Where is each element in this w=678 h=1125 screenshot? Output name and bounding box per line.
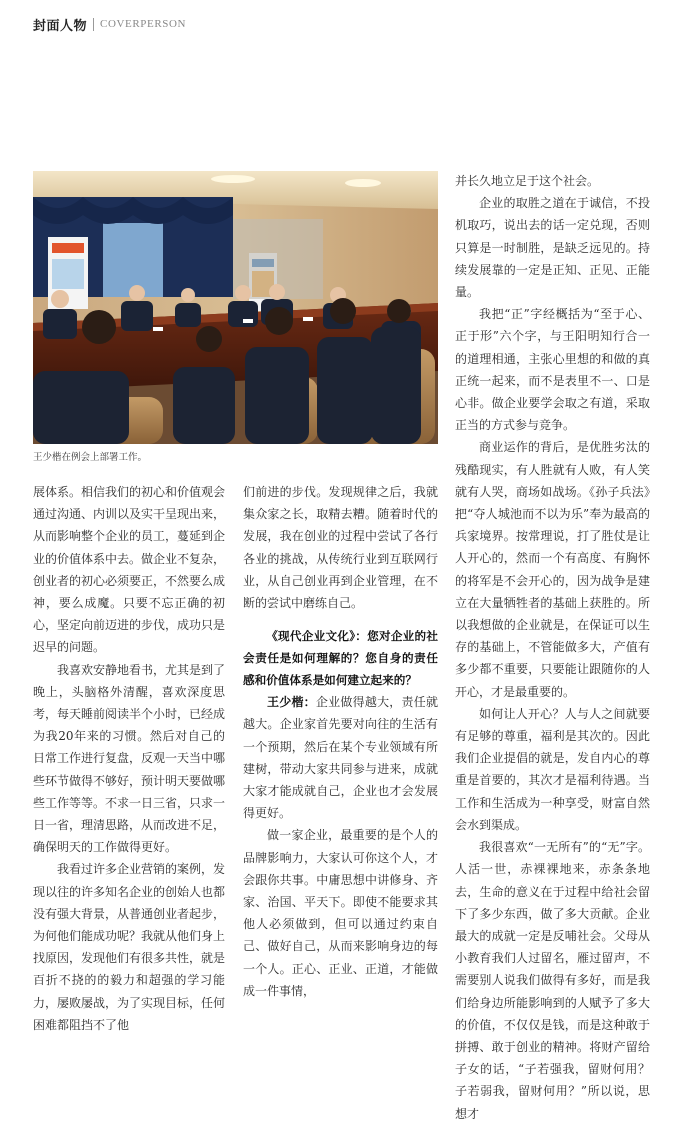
section-title-en: COVERPERSON bbox=[100, 18, 187, 30]
photo-caption: 王少楷在例会上部署工作。 bbox=[33, 452, 148, 463]
paragraph: 我看过许多企业营销的案例，发现以往的许多知名企业的创始人也都没有强大背景，从普通创业者起步，为何他们能成功呢？我就从他们身上找原因，发现他们有很多共性，就是百折不挠的的毅力和超强的学习能力，屡败屡战，为了实现目标，任何困难都阻挡不了他 bbox=[33, 862, 226, 1032]
paragraph: 我把“正”字经概括为“至于心、正于形”六个字，与王阳明知行合一的道理相通，主张心里想的和做的真正统一起来，而不是表里不一、口是心非。做企业要学会取之有道，采取正当的方式参与竞争。 bbox=[455, 307, 650, 433]
interview-answer bbox=[243, 691, 438, 824]
text-column-3 bbox=[455, 170, 650, 1125]
section-header bbox=[33, 14, 186, 34]
paragraph: 们前进的步伐。发现规律之后，我就集众家之长，取精去糟。随着时代的发展，我在创业的过程中尝试了各行各业的挑战，从传统行业到互联网行业，从自己创业再到企业管理，在不断的尝试中磨练自己。 bbox=[243, 485, 438, 611]
section-title-cn: 封面人物 bbox=[33, 18, 88, 34]
answer-text: 企业做得越大，责任就越大。企业家首先要对向往的生活有一个预期，然后在某个专业领域有所建树，带动大家共同参与进来，成就大家才能成就自己，企业也才会发展得更好。 bbox=[243, 695, 438, 821]
paragraph: 并长久地立足于这个社会。 bbox=[455, 174, 600, 188]
text-column-1 bbox=[33, 481, 225, 1036]
answer-speaker: 王少楷： bbox=[267, 695, 316, 710]
paragraph: 展体系。相信我们的初心和价值观会通过沟通、内训以及实干呈现出来，从而影响整个企业的员工，蔓延到企业的价值体系中去。做企业不复杂，创业者的初心必须要正，不然要么成神，要么成魔。只要不忘正确的初心，坚定向前迈进的步伐，成功只是迟早的问题。 bbox=[33, 485, 226, 655]
paragraph: 企业的取胜之道在于诚信，不投机取巧，说出去的话一定兑现，否则只算是一时制胜，是缺乏远见的。持续发展靠的一定是正知、正见、正能量。 bbox=[455, 196, 650, 300]
meeting-photo bbox=[33, 171, 438, 444]
paragraph: 我喜欢安静地看书，尤其是到了晚上，头脑格外清醒，喜欢深度思考，每天睡前阅读半个小时，已经成为我20年来的习惯。然后对自己的日常工作进行复盘，反观一天当中哪些环节做得不够好，预计明天要做哪些工作等等。不求一日三省，只求一日一省，理清思路，从而改进不足，确保明天的工作做得更好。 bbox=[33, 662, 226, 855]
paragraph: 商业运作的背后，是优胜劣汰的残酷现实，有人胜就有人败，有人笑就有人哭，商场如战场。《孙子兵法》把“夺人城池而不以为乐”奉为最高的兵家境界。按常理说，打了胜仗是让人开心的，然而一个有高度、有胸怀的将军是不会开心的，因为战争是建立在大量牺牲者的基础上获胜的。所以我想做的企业就是，在保证可以生存的基础上，不管能做多大，产值有多少都不重要，只要能让跟随你的人开心，才是最重要的。 bbox=[455, 440, 650, 699]
paragraph: 如何让人开心？人与人之间就要有足够的尊重，福利是其次的。因此我们企业提倡的就是，发自内心的尊重是首要的，其次才是福利待遇。当工作和生活成为一种享受，财富自然会水到渠成。 bbox=[455, 706, 650, 832]
paragraph: 我很喜欢“一无所有”的“无”字。人活一世，赤裸裸地来，赤条条地去，生命的意义在于过程中给社会留下了多少东西，做了多大贡献。企业最大的成就一定是反哺社会。父母从小教育我们人过留名，雁过留声，不需要别人说我们做得有多好，而是我们给身边所能影响到的人赋予了多大的价值，不仅仅是钱，而是这种敢于拼搏、敢于创业的精神。将财产留给子女的话，“子若强我，留财何用？子若弱我，留财何用？”所以说，思想才 bbox=[455, 840, 650, 1121]
header-divider bbox=[93, 18, 94, 31]
interview-question: 《现代企业文化》：您对企业的社会责任是如何理解的？您自身的责任感和价值体系是如何建立起来的？ bbox=[243, 629, 438, 688]
paragraph: 做一家企业，最重要的是个人的品牌影响力，大家认可你这个人，才会跟你共事。中庸思想中讲修身、齐家、治国、平天下。即使不能要求其他人必须做到，但可以通过约束自己、做好自己，从而来影响身边的每一个人。正心、正业、正道，才能做成一件事情， bbox=[243, 828, 438, 998]
